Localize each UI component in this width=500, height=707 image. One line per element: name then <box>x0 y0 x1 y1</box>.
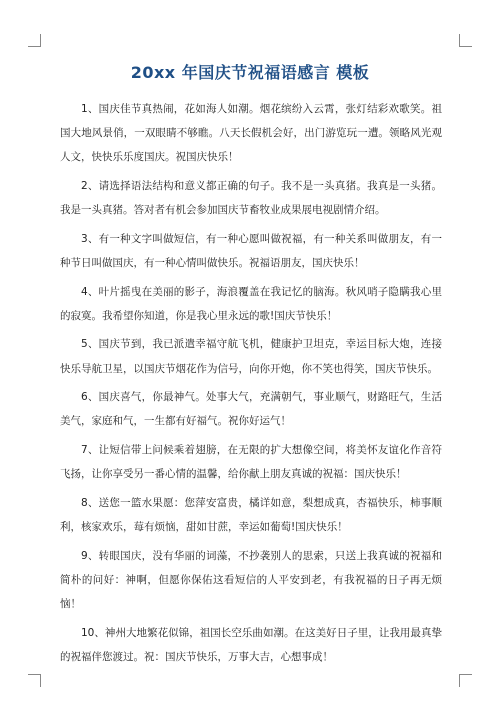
paragraph-8: 8、送您一篮水果愿：您萍安富贵，橘详如意，梨想成真，杏福快乐，柿事顺利，核家欢乐，莓有烦恼，甜如甘蔗，幸运如葡萄!国庆快乐！ <box>60 496 442 533</box>
paragraph-6: 6、国庆喜气，你最神气。处事大气，充满朝气，事业顺气，财路旺气，生活美气，家庭和气，一生都有好福气。祝你好运气！ <box>60 391 442 428</box>
paragraph-9: 9、转眼国庆，没有华丽的词藻，不抄袭别人的思索，只送上我真诚的祝福和简朴的问好：神啊，但愿你保佑这看短信的人平安到老，有我祝福的日子再无烦恼！ <box>60 549 442 610</box>
paragraph-4: 4、叶片摇曳在美丽的影子，海浪覆盖在我记忆的脑海。秋风哨子隐瞒我心里的寂寞。我希望你知道，你是我心里永远的歌!国庆节快乐！ <box>60 285 442 322</box>
paragraph-5: 5、国庆节到，我已派遣幸福守航飞机，健康护卫坦克，幸运目标大炮，连接快乐导航卫星，以国庆节烟花作为信号，向你开炮，你不笑也得笑，国庆节快乐。 <box>60 338 442 375</box>
document-title: 20xx 年国庆节祝福语感言 模板 <box>130 63 370 82</box>
corner-mark-top-right <box>459 34 472 47</box>
corner-mark-bottom-right <box>459 674 472 687</box>
corner-mark-top-left <box>28 34 41 47</box>
paragraph-10: 10、神州大地繁花似锦，祖国长空乐曲如潮。在这美好日子里，让我用最真挚的祝福伴您渡过。祝：国庆节快乐，万事大吉，心想事成！ <box>60 626 442 663</box>
paragraph-3: 3、有一种文字叫做短信，有一种心愿叫做祝福，有一种关系叫做朋友，有一种节日叫做国庆，有一种心情叫做快乐。祝福语朋友，国庆快乐！ <box>60 232 442 269</box>
paragraph-7: 7、让短信带上问候乘着翅膀，在无限的扩大想像空间，将美怀友谊化作音符飞扬，让你享受另一番心情的温馨，给你献上朋友真诚的祝福：国庆快乐！ <box>60 443 442 481</box>
paragraph-1: 1、国庆佳节真热闹，花如海人如潮。烟花缤纷入云霄，张灯结彩欢歌笑。祖国大地风景俏，一双眼睛不够瞧。八天长假机会好，出门游览玩一遭。领略风光观人文，快快乐乐度国庆。祝国庆快乐！ <box>60 103 442 164</box>
paragraph-2: 2、请选择语法结构和意义都正确的句子。我不是一头真猪。我真是一头猪。我是一头真猪。答对者有机会参加国庆节畜牧业成果展电视剧情介绍。 <box>60 180 442 217</box>
corner-mark-bottom-left <box>28 674 41 687</box>
document-body <box>60 97 442 673</box>
